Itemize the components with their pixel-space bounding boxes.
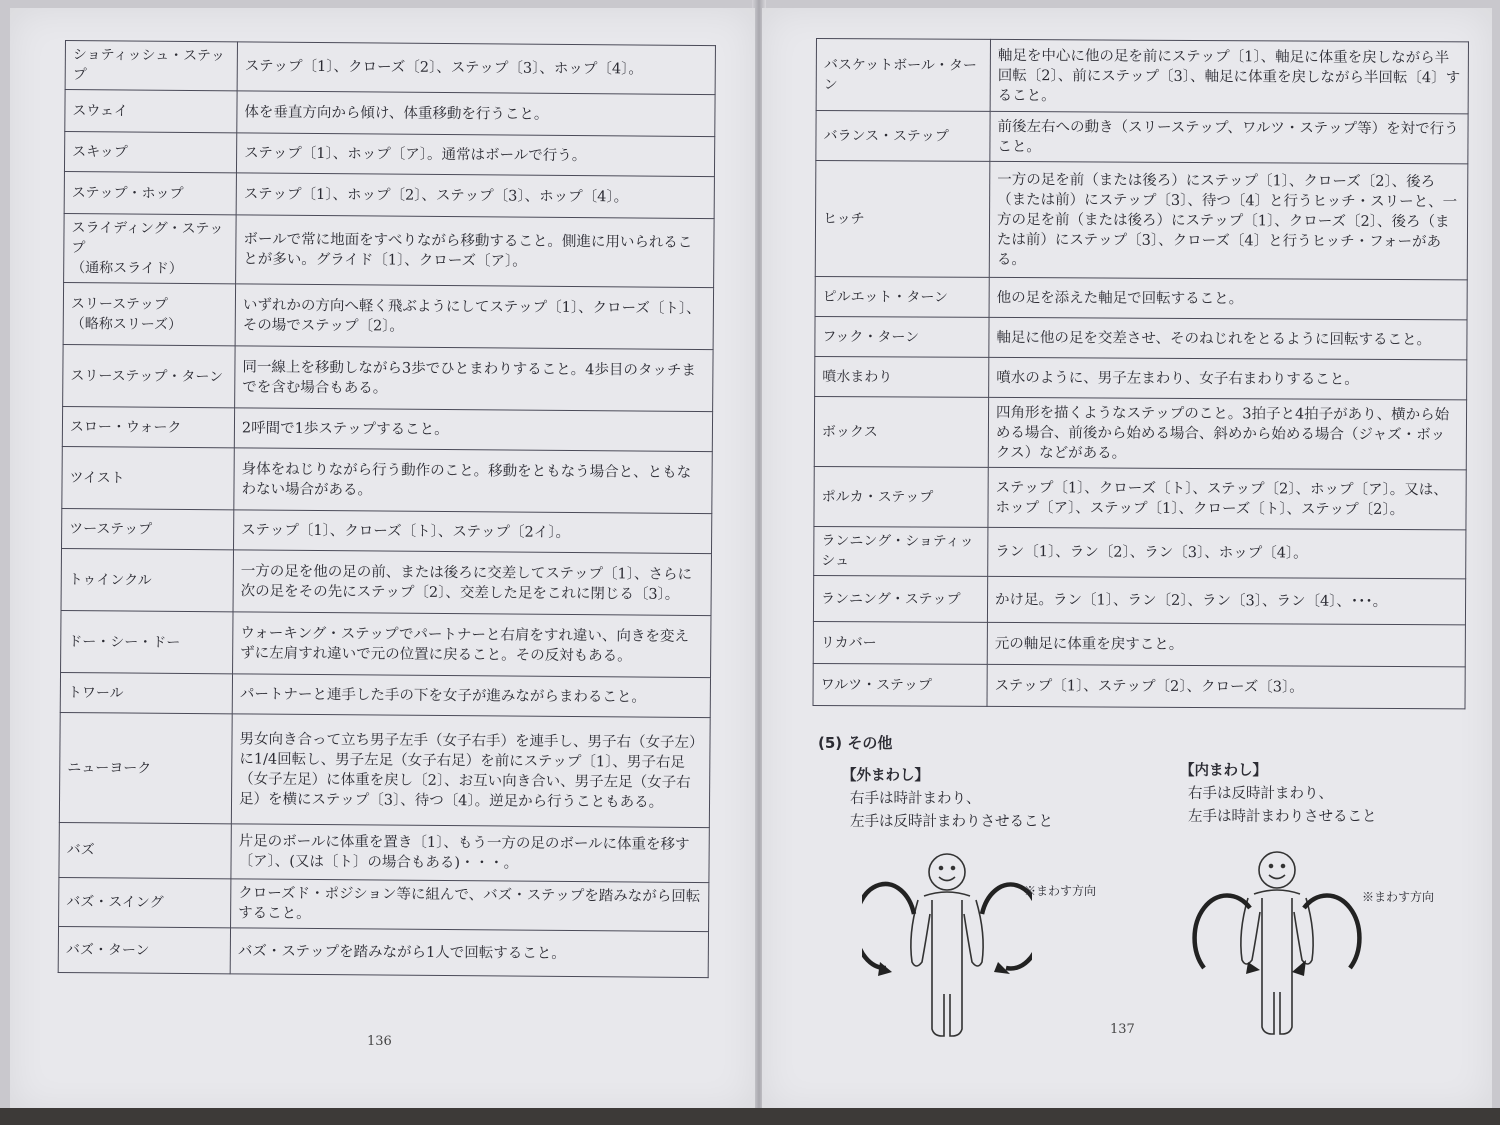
table-surface — [0, 1108, 1500, 1125]
term-cell: スリーステップ （略称スリーズ） — [63, 282, 235, 345]
table-row — [59, 877, 709, 931]
table-row — [60, 672, 710, 717]
table-row — [64, 132, 714, 177]
table-row — [61, 548, 711, 615]
term-cell: ヒッチ — [815, 161, 990, 278]
table-row — [64, 171, 714, 218]
table-row — [65, 90, 715, 137]
description-cell: ボールで常に地面をすべりながら移動すること。側進に用いられることが多い。グライド〔1〕、クローズ〔ア〕。 — [236, 215, 715, 288]
term-cell: トワール — [60, 672, 232, 713]
description-cell: 一方の足を他の足の前、または後ろに交差してステップ〔1〕、さらに次の足をその先にステップ〔2〕、交差した足をこれに閉じる〔3〕。 — [233, 550, 711, 616]
term-cell: スライディング・ステップ （通称スライド） — [64, 213, 237, 283]
term-cell: ワルツ・ステップ — [813, 663, 987, 706]
table-row — [64, 213, 715, 287]
table-row — [59, 712, 710, 827]
description-cell: 前後左右への動き（スリーステップ、ワルツ・ステップ等）を対で行うこと。 — [990, 111, 1468, 164]
outer-rotation-figure — [862, 844, 1032, 1044]
section-title: (5) その他 — [818, 734, 893, 752]
table-row — [815, 356, 1467, 399]
description-cell: ステップ〔1〕、クローズ〔ト〕、ステップ〔2イ〕。 — [234, 510, 712, 554]
term-cell: トゥインクル — [61, 548, 233, 611]
page-number: 137 — [1110, 1022, 1135, 1037]
left-page — [10, 8, 755, 1113]
description-cell: ステップ〔1〕、ホップ〔2〕、ステップ〔3〕、ホップ〔4〕。 — [236, 173, 714, 219]
term-cell: バズ・スイング — [59, 877, 231, 927]
inner-rotation-line2: 左手は時計まわりさせること — [1188, 809, 1377, 825]
table-row — [816, 111, 1468, 164]
table-row — [61, 610, 711, 677]
outer-rotation-line2: 左手は反時計まわりさせること — [850, 814, 1053, 830]
page-number: 136 — [367, 1034, 392, 1049]
inner-rotation-caption — [1180, 760, 1377, 829]
table-row — [62, 406, 712, 451]
term-cell: ドー・シー・ドー — [61, 610, 233, 673]
term-cell: ランニング・ステップ — [813, 575, 987, 622]
outer-rotation-caption — [842, 765, 1053, 834]
inner-rotation-figure — [1192, 842, 1362, 1042]
description-cell: ステップ〔1〕、ステップ〔2〕、クローズ〔3〕。 — [987, 664, 1465, 709]
term-cell: リカバー — [813, 621, 987, 664]
inner-direction-note: ※まわす方向 — [1362, 890, 1435, 904]
table-row — [65, 41, 715, 95]
description-cell: 軸足に他の足を交差させ、そのねじれをとるように回転すること。 — [989, 317, 1467, 360]
term-cell: フック・ターン — [815, 316, 989, 357]
outer-rotation-line1: 右手は時計まわり、 — [850, 791, 981, 807]
table-row — [815, 161, 1468, 280]
term-cell: ツイスト — [62, 446, 234, 509]
description-cell: 2呼間で1歩ステップすること。 — [234, 408, 712, 452]
outer-rotation-heading: 【外まわし】 — [842, 768, 929, 784]
description-cell: パートナーと連手した手の下を女子が進みながらまわること。 — [232, 674, 710, 718]
table-row — [59, 822, 709, 882]
table-row — [62, 446, 712, 513]
description-cell: 他の足を添えた軸足で回転すること。 — [989, 277, 1467, 320]
table-row — [814, 526, 1466, 578]
description-cell: 噴水のように、男子左まわり、女子右まわりすること。 — [989, 357, 1467, 400]
term-cell: バズ・ターン — [58, 926, 230, 973]
description-cell: クローズド・ポジション等に組んで、バズ・ステップを踏みながら回転すること。 — [231, 879, 709, 932]
inner-rotation-line1: 右手は反時計まわり、 — [1188, 786, 1333, 802]
description-cell: 同一線上を移動しながら3歩でひとまわりすること。4歩目のタッチまでを含む場合もある。 — [235, 346, 713, 412]
description-cell: かけ足。ラン〔1〕、ラン〔2〕、ラン〔3〕、ラン〔4〕、･･･。 — [987, 576, 1465, 625]
term-cell: ピルエット・ターン — [815, 276, 989, 317]
description-cell: 片足のボールに体重を置き〔1〕、もう一方の足のボールに体重を移す〔ア〕、(又は〔ト〕の場合もある)・・・。 — [231, 824, 709, 883]
table-row — [813, 621, 1465, 666]
description-cell: ウォーキング・ステップでパートナーと右肩をすれ違い、向きを変えずに左肩すれ違いで元の位置に戻ること。その反対もある。 — [233, 612, 711, 678]
term-cell: ポルカ・ステップ — [814, 466, 988, 527]
term-cell: ランニング・ショティッシュ — [814, 526, 988, 576]
glossary-table-left — [58, 40, 716, 978]
description-cell: 体を垂直方向から傾け、体重移動を行うこと。 — [237, 91, 715, 137]
table-row — [63, 282, 713, 349]
table-row — [815, 276, 1467, 319]
table-row — [814, 466, 1466, 529]
term-cell: 噴水まわり — [815, 356, 989, 397]
term-cell: バスケットボール・ターン — [816, 39, 990, 112]
description-cell: いずれかの方向へ軽く飛ぶようにしてステップ〔1〕、クローズ〔ト〕、その場でステップ〔2〕。 — [235, 284, 713, 350]
description-cell: ステップ〔1〕、クローズ〔2〕、ステップ〔3〕、ホップ〔4〕。 — [237, 42, 715, 95]
description-cell: 身体をねじりながら行う動作のこと。移動をともなう場合と、ともなわない場合がある。 — [234, 448, 712, 514]
term-cell: ステップ・ホップ — [64, 171, 236, 214]
term-cell: スロー・ウォーク — [62, 406, 234, 447]
term-cell: ボックス — [814, 396, 988, 467]
term-cell: ツーステップ — [62, 508, 234, 549]
description-cell: 軸足を中心に他の足を前にステップ〔1〕、軸足に体重を戻しながら半回転〔2〕、前にステップ〔3〕、軸足に体重を戻しながら半回転〔4〕すること。 — [990, 39, 1468, 114]
description-cell: 元の軸足に体重を戻すこと。 — [987, 622, 1465, 667]
term-cell: スキップ — [64, 132, 236, 173]
term-cell: スウェイ — [65, 90, 237, 133]
description-cell: 一方の足を前（または後ろ）にステップ〔1〕、クローズ〔2〕、後ろ（または前）にステップ〔3〕、待つ〔4〕と行うヒッチ・スリーと、一方の足を前（または後ろ）にステップ〔1〕、クローズ〔2〕、後ろ（または前）にステップ〔3〕、クローズ〔4〕と行うヒッチ・フォーがある。 — [989, 161, 1468, 280]
term-cell: バズ — [59, 822, 231, 878]
right-page — [762, 8, 1492, 1113]
table-row — [62, 508, 712, 553]
outer-direction-note: ※まわす方向 — [1024, 884, 1097, 898]
term-cell: ニューヨーク — [59, 712, 232, 823]
term-cell: スリーステップ・ターン — [63, 344, 235, 407]
description-cell: バズ・ステップを踏みながら1人で回転すること。 — [230, 928, 708, 978]
table-row — [58, 926, 708, 977]
description-cell: 男女向き合って立ち男子左手（女子右手）を連手し、男子右（女子左）に1/4回転し、男子左足（女子右足）を前にステップ〔1〕、男子右足（女子左足）に体重を戻し〔2〕、お互い向き合い、男子左足（女子右足）を横にステップ〔3〕、待つ〔4〕。逆足から行うこともある。 — [231, 714, 710, 828]
glossary-table-right — [813, 38, 1469, 709]
table-row — [813, 663, 1465, 708]
table-row — [815, 316, 1467, 359]
table-row — [813, 575, 1465, 624]
table-row — [814, 396, 1466, 469]
description-cell: ステップ〔1〕、クローズ〔ト〕、ステップ〔2〕、ホップ〔ア〕。又は、ホップ〔ア〕、ステップ〔1〕、クローズ〔ト〕、ステップ〔2〕。 — [988, 467, 1466, 530]
term-cell: ショティッシュ・ステップ — [65, 41, 237, 91]
description-cell: ラン〔1〕、ラン〔2〕、ラン〔3〕、ホップ〔4〕。 — [988, 527, 1466, 579]
table-row — [63, 344, 713, 411]
description-cell: 四角形を描くようなステップのこと。3拍子と4拍子があり、横から始める場合、前後から始める場合、斜めから始める場合（ジャズ・ボックス）などがある。 — [988, 397, 1466, 470]
inner-rotation-heading: 【内まわし】 — [1180, 763, 1267, 779]
term-cell: バランス・ステップ — [816, 111, 990, 162]
description-cell: ステップ〔1〕、ホップ〔ア〕。通常はボールで行う。 — [236, 133, 714, 177]
table-row — [816, 39, 1468, 114]
